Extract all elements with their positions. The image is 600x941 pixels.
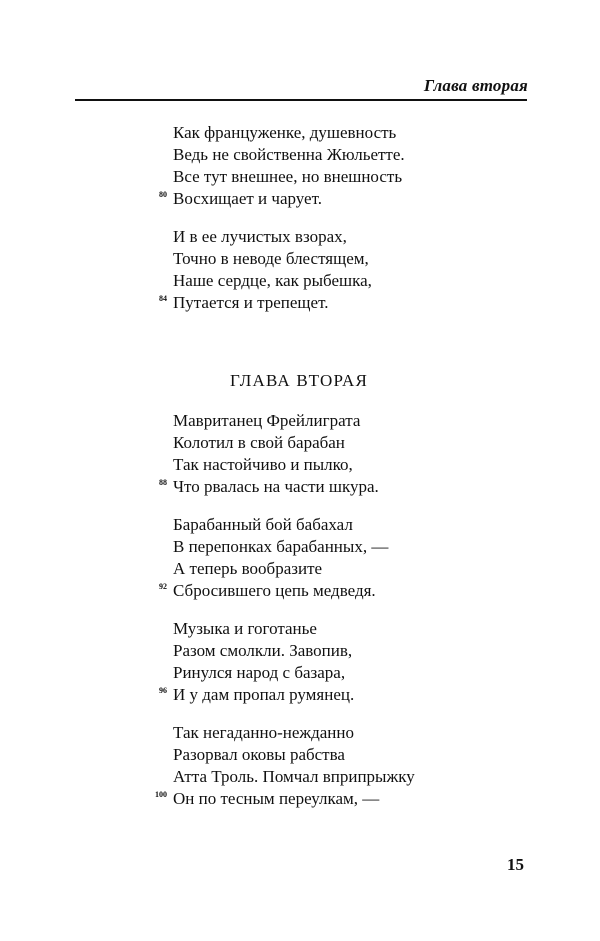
verse-line: Колотил в свой барабан — [173, 433, 345, 452]
chapter-title: ГЛАВА ВТОРАЯ — [230, 371, 368, 390]
verse-line: В перепонках барабанных, — — [173, 537, 389, 556]
line-number: 100 — [155, 790, 167, 799]
poem-body — [155, 122, 513, 826]
line-number: 88 — [159, 478, 167, 487]
verse-line: 96 И у дам пропал румянец. — [173, 684, 513, 706]
verse-line: Музыка и гоготанье — [173, 619, 317, 638]
verse-line: Мавританец Фрейлиграта — [173, 411, 361, 430]
stanza — [155, 722, 513, 810]
line-number: 96 — [159, 686, 167, 695]
stanza — [159, 410, 513, 498]
line-number: 84 — [159, 294, 167, 303]
verse-line: 80 Восхищает и чарует. — [173, 188, 513, 210]
verse-line: Разом смолкли. Завопив, — [173, 641, 353, 660]
stanza — [159, 514, 513, 602]
running-head: Глава вторая — [423, 76, 528, 95]
verse-line: Так негаданно-нежданно — [173, 723, 355, 742]
stanza — [159, 122, 513, 210]
stanza — [159, 618, 513, 706]
line-number: 92 — [159, 582, 167, 591]
verse-line: Все тут внешнее, но внешность — [173, 167, 403, 186]
verse-line: 88 Что рвалась на части шкура. — [173, 476, 513, 498]
verse-line: 84 Путается и трепещет. — [173, 292, 513, 314]
verse-line: 92 Сбросившего цепь медведя. — [173, 580, 513, 602]
verse-line: 100 Он по тесным переулкам, — — [173, 788, 513, 810]
verse-line: Наше сердце, как рыбешка, — [173, 271, 372, 290]
verse-line: Точно в неводе блестящем, — [173, 249, 369, 268]
verse-line: Ведь не свойственна Жюльетте. — [173, 145, 405, 164]
line-number: 80 — [159, 190, 167, 199]
verse-line: И в ее лучистых взорах, — [173, 227, 347, 246]
verse-line: А теперь вообразите — [173, 559, 323, 578]
verse-line: Барабанный бой бабахал — [173, 515, 353, 534]
verse-line: Разорвал оковы рабства — [173, 745, 345, 764]
page-number: 15 — [507, 855, 524, 874]
header-rule — [75, 99, 527, 101]
verse-line: Ринулся народ с базара, — [173, 663, 346, 682]
verse-line: Атта Троль. Помчал вприпрыжку — [173, 767, 415, 786]
verse-line: Как француженке, душевность — [173, 123, 397, 142]
verse-line: Так настойчиво и пылко, — [173, 455, 353, 474]
stanza — [159, 226, 513, 314]
